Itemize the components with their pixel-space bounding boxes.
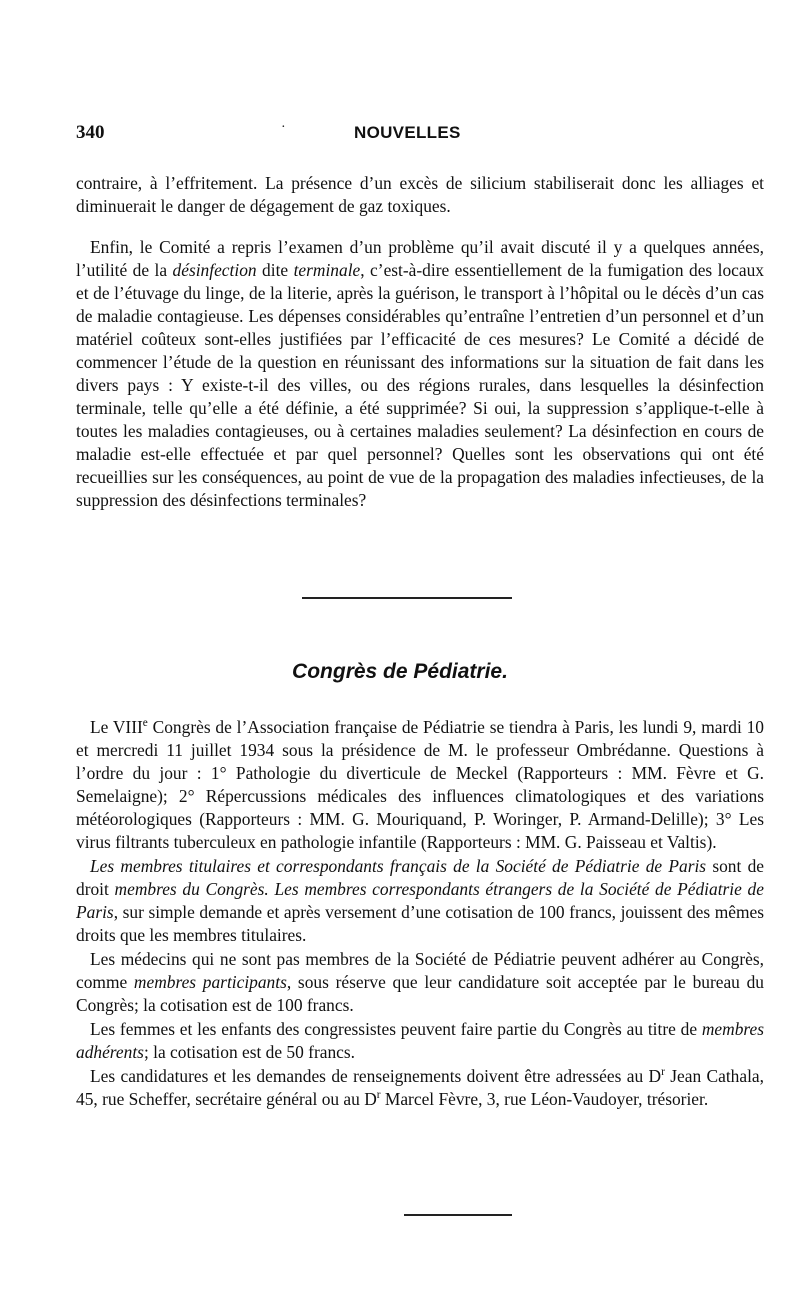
text-run: Marcel Fèvre, 3, rue Léon-Vaudoyer, trésorier. — [380, 1089, 709, 1109]
text-run: Congrès de l’Association française de Pédiatrie se tiendra à Paris, les lundi 9, mardi 10 et mercredi 11 juillet 1934 sous la présidence de M. le professeur Ombrédanne. Questions à l’ordre du jour : 1° Pathologie du diverticule de Meckel (Rapporteurs : MM. Fèvre et G. Semelaigne); 2° Répercussions médicales des influences climatologiques et des variations météorologiques (Rapporteurs : MM. G. Mouriquand, P. Woringer, P. Armand-Delille); 3° Les virus filtrants tuberculeux en pathologie infantile (Rapporteurs : MM. G. Paisseau et Valtis). — [76, 717, 764, 852]
italic-term: terminale — [293, 260, 361, 280]
section-running-title: NOUVELLES — [354, 123, 461, 142]
continuation-paragraph — [76, 172, 764, 218]
text-run: , sous réserve que leur candidature soit acceptée par le bureau du Congrès; la cotisation est de 100 francs. — [76, 972, 764, 1015]
paragraph-text: contraire, à l’effritement. La présence d’un excès de silicium stabiliserait donc les alliages et diminuerait le danger de dégagement de gaz toxiques. — [76, 173, 764, 216]
paragraph-text — [76, 1065, 764, 1111]
disinfection-paragraph — [76, 236, 764, 512]
text-run: , c’est-à-dire essentiellement de la fumigation des locaux et de l’étuvage du linge, de la literie, après la guérison, le transport à l’hôpital ou le décès d’un cas de maladie contagieuse. Les dépenses considérables qu’entraîne l’entretien d’un personnel et d’un matériel coûteux sont-elles justifiées par l’efficacité de ces mesures? Le Comité a décidé de commencer l’étude de la question en réunissant des informations sur la situation de fait dans les divers pays : Y existe-t-il des villes, ou des régions rurales, dans lesquelles la désinfection terminale, telle qu’elle a été définie, a été supprimée? Si oui, la suppression s’applique-t-elle à toutes les maladies contagieuses, ou à certaines maladies seulement? La désinfection en cours de maladie est-elle effectuée et par quel personnel? Quelles sont les observations qui ont été recueillies sur les conséquences, au point de vue de la propagation des maladies infectieuses, de la suppression des désinfections terminales? — [76, 260, 765, 510]
text-run: Les médecins qui ne sont pas membres de la Société de Pédiatrie peuvent adhérer au Congrès, comme — [76, 949, 764, 992]
text-run: Enfin, le Comité a repris l’examen d’un problème qu’il avait discuté il y a quelques années, l’utilité de la — [76, 237, 764, 280]
paragraph-text — [76, 1018, 764, 1064]
section-divider — [302, 597, 512, 599]
header-separator: · — [281, 120, 286, 135]
paragraph-text — [76, 236, 764, 512]
text-run: Les femmes et les enfants des congressistes peuvent faire partie du Congrès au titre de — [90, 1019, 702, 1039]
text-run: , sur simple demande et après versement d’une cotisation de 100 francs, jouissent des mêmes droits que les membres titulaires. — [76, 902, 764, 945]
page-number: 340 — [76, 122, 105, 143]
italic-phrase: membres du Congrès. Les membres correspondants étrangers de la Société de Pédiatrie de Paris — [76, 879, 764, 922]
italic-phrase: Les membres titulaires et correspondants français de la Société de Pédiatrie de Paris — [90, 856, 707, 876]
end-divider — [404, 1214, 512, 1216]
section-heading: Congrès de Pédiatrie. — [292, 660, 508, 683]
paragraph-text — [76, 855, 764, 947]
paragraph-text — [76, 716, 764, 854]
text-run: sont de droit — [76, 856, 765, 899]
text-run: Les candidatures et les demandes de renseignements doivent être adressées au D — [90, 1066, 662, 1086]
italic-term: désinfection — [172, 260, 257, 280]
paragraph-text — [76, 948, 764, 1017]
text-run: dite — [256, 260, 294, 280]
text-run: Jean Cathala, 45, rue Scheffer, secrétaire général ou au D — [76, 1066, 764, 1109]
running-header — [76, 122, 766, 146]
text-run: ; la cotisation est de 50 francs. — [143, 1042, 355, 1062]
italic-phrase: membres participants — [133, 972, 287, 992]
superscript: r — [661, 1066, 665, 1079]
congress-announcement — [76, 716, 764, 1112]
text-run: Le VIII — [90, 717, 143, 737]
superscript: e — [142, 717, 148, 730]
italic-phrase: membres adhérents — [76, 1019, 764, 1062]
superscript: r — [376, 1089, 381, 1102]
